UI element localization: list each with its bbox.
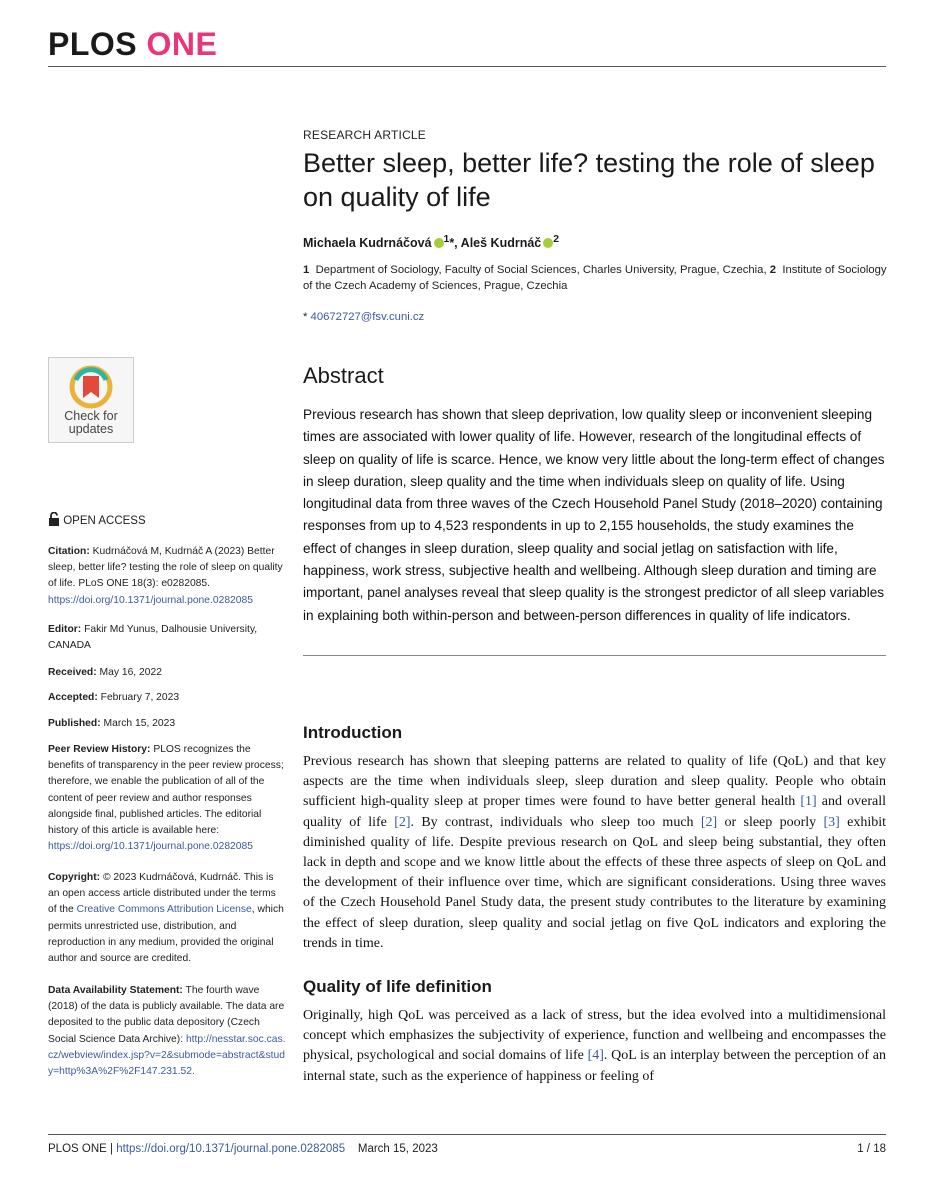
check-updates-label: Check for (64, 409, 118, 423)
license-link[interactable]: Creative Commons Attribution License (76, 904, 252, 916)
page-number: 1 / 18 (857, 1143, 886, 1155)
journal-logo (48, 26, 217, 63)
paragraph-text: or sleep poorly (717, 814, 824, 830)
corresponding-marker: *, (449, 236, 458, 251)
header-rule (48, 66, 886, 67)
data-archive-link[interactable]: http://nesstar.soc.cas.cz/webview/index.jsp?v=2&submode=abstract&study=http%3A%2F%2F147.231.52. (48, 1033, 286, 1078)
affiliation-number: 2 (769, 264, 777, 276)
citation-block (48, 544, 286, 609)
accepted-block (48, 690, 286, 706)
published-date: March 15, 2023 (103, 718, 176, 729)
copyright-text: , which permits unrestricted use, distribution, and reproduction in any medium, provided the original author and source are credited. (48, 904, 284, 965)
editor-block (48, 622, 286, 654)
footer-doi-link[interactable]: https://doi.org/10.1371/journal.pone.0282085 (116, 1143, 346, 1155)
reference-link[interactable]: [3] (823, 814, 840, 830)
received-date: May 16, 2022 (99, 667, 162, 678)
accepted-label: Accepted: (48, 692, 98, 703)
introduction-paragraph (303, 752, 886, 954)
editor-text: Fakir Md Yunus, Dalhousie University, CANADA (48, 624, 258, 652)
data-availability-label: Data Availability Statement: (48, 985, 183, 996)
reference-link[interactable]: [4] (587, 1048, 604, 1064)
qol-heading: Quality of life definition (303, 977, 492, 996)
peer-review-block (48, 742, 286, 855)
journal-logo-part2: ONE (146, 26, 218, 62)
affiliation-marker: 2 (553, 234, 560, 245)
affiliation-text: Institute of Sociology of the Czech Academy of Sciences, Prague, Czechia (303, 264, 887, 292)
author-name[interactable]: Aleš Kudrnáč (460, 236, 542, 251)
data-availability-block (48, 983, 286, 1080)
received-block (48, 665, 286, 681)
footer-rule (48, 1134, 886, 1135)
footer (48, 1143, 438, 1155)
abstract-heading: Abstract (303, 363, 384, 388)
abstract-rule (303, 655, 886, 656)
paragraph-text: . By contrast, individuals who sleep too much (410, 814, 701, 830)
affiliation-text: Department of Sociology, Faculty of Social Sciences, Charles University, Prague, Czechia, (315, 264, 767, 276)
abstract-text: Previous research has shown that sleep deprivation, low quality sleep or inconvenient sleeping times are associated with lower quality of life. However, research of the longitudinal effects of sleep on quality of life is scarce. Hence, we know very little about the long-term effect of changes in sleep duration, sleep quality and the time when individuals sleep on quality of life. Using longitudinal data from three waves of the Czech Household Panel Study (2018–2020) containing responses from up to 4,523 respondents in up to 2,155 households, the study examines the effect of changes in sleep duration, sleep quality and social jetlag on satisfaction with life, happiness, work stress, subjective health and wellbeing. Although sleep duration and timing are important, panel analyses reveal that sleep quality is the strongest predictor of all sleep variables in explaining both within-person and between-person differences in quality of life indicators. (303, 407, 885, 623)
citation-doi-link[interactable]: https://doi.org/10.1371/journal.pone.0282085 (48, 594, 253, 606)
editor-label: Editor: (48, 624, 82, 635)
article-title: Better sleep, better life? testing the role of sleep on quality of life (303, 148, 875, 212)
footer-journal: PLOS ONE | (48, 1143, 113, 1155)
paragraph-text: Previous research has shown that sleeping patterns are related to quality of life (QoL) and that key aspects are the time when individuals sleep, sleep duration and sleep quality. People who obtain sufficient high-quality sleep at proper times were found to have better general health (303, 754, 886, 810)
orcid-icon[interactable] (434, 238, 444, 248)
peer-review-link[interactable]: https://doi.org/10.1371/journal.pone.0282085 (48, 841, 253, 853)
published-block (48, 716, 286, 732)
copyright-block (48, 870, 286, 967)
open-lock-icon (48, 512, 60, 526)
citation-text: Kudrnáčová M, Kudrnáč A (2023) Better sleep, better life? testing the role of sleep on quality of life. PLoS ONE 18(3): e0282085. (48, 546, 283, 590)
check-updates-icon (68, 364, 114, 410)
email-link[interactable]: 40672727@fsv.cuni.cz (310, 311, 425, 323)
reference-link[interactable]: [2] (394, 814, 411, 830)
article-type-label: RESEARCH ARTICLE (303, 128, 427, 142)
email-star: * (303, 311, 308, 323)
author-list (303, 234, 559, 250)
published-label: Published: (48, 718, 101, 729)
corresponding-email (303, 311, 424, 323)
journal-logo-part1: PLOS (48, 26, 138, 62)
paragraph-text: Originally, high QoL was perceived as a lack of stress, but the idea evolved into a multidimensional concept which emphasizes the subjectivity of experience, function and wellbeing and encompasses the physical, psychological and social domains of life (303, 1008, 886, 1064)
citation-label: Citation: (48, 546, 90, 557)
reference-link[interactable]: [1] (800, 794, 817, 810)
qol-paragraph (303, 1006, 886, 1087)
accepted-date: February 7, 2023 (100, 692, 180, 703)
open-access-label: OPEN ACCESS (63, 515, 146, 527)
affiliation-number: 1 (303, 264, 310, 276)
orcid-icon[interactable] (543, 238, 553, 248)
paragraph-text: exhibit diminished quality of life. Despite previous research on QoL and sleep being substantial, they often lack in depth and scope and we know little about the effects of these three aspects of sleep on QoL and the development of their influence over time, which are significant considerations. Using three waves of the Czech Household Panel Study data, the present study contributes to the literature by examining the effect of sleep duration, sleep quality and social jetlag on five QoL indicators and exploring the trends in time. (303, 814, 887, 951)
reference-link[interactable]: [2] (700, 814, 718, 830)
check-for-updates-button[interactable] (48, 357, 134, 443)
open-access-badge (48, 512, 146, 527)
paragraph-text: and overall quality of life (303, 794, 886, 830)
peer-review-text: PLOS recognizes the benefits of transparency in the peer review process; therefore, we enable the publication of all of the content of peer review and author responses alongside final, published articles. The editorial history of this article is available here: (48, 744, 284, 837)
check-updates-label: updates (68, 422, 114, 436)
affiliations (303, 262, 888, 294)
paragraph-text: . QoL is an interplay between the perception of an internal state, such as the experience of happiness or feeling of (303, 1048, 886, 1084)
footer-date: March 15, 2023 (357, 1143, 438, 1155)
introduction-heading: Introduction (303, 723, 403, 742)
peer-review-label: Peer Review History: (48, 744, 151, 755)
received-label: Received: (48, 667, 97, 678)
copyright-label: Copyright: (48, 872, 101, 883)
author-name[interactable]: Michaela Kudrnáčová (303, 236, 432, 251)
data-availability-text: The fourth wave (2018) of the data is publicly available. The data are deposited to the public data depository (Czech Social Science Data Archive): (48, 985, 285, 1045)
copyright-text: © 2023 Kudrnáčová, Kudrnáč. This is an open access article distributed under the terms of the (48, 872, 276, 916)
affiliation-marker: 1 (443, 234, 450, 245)
